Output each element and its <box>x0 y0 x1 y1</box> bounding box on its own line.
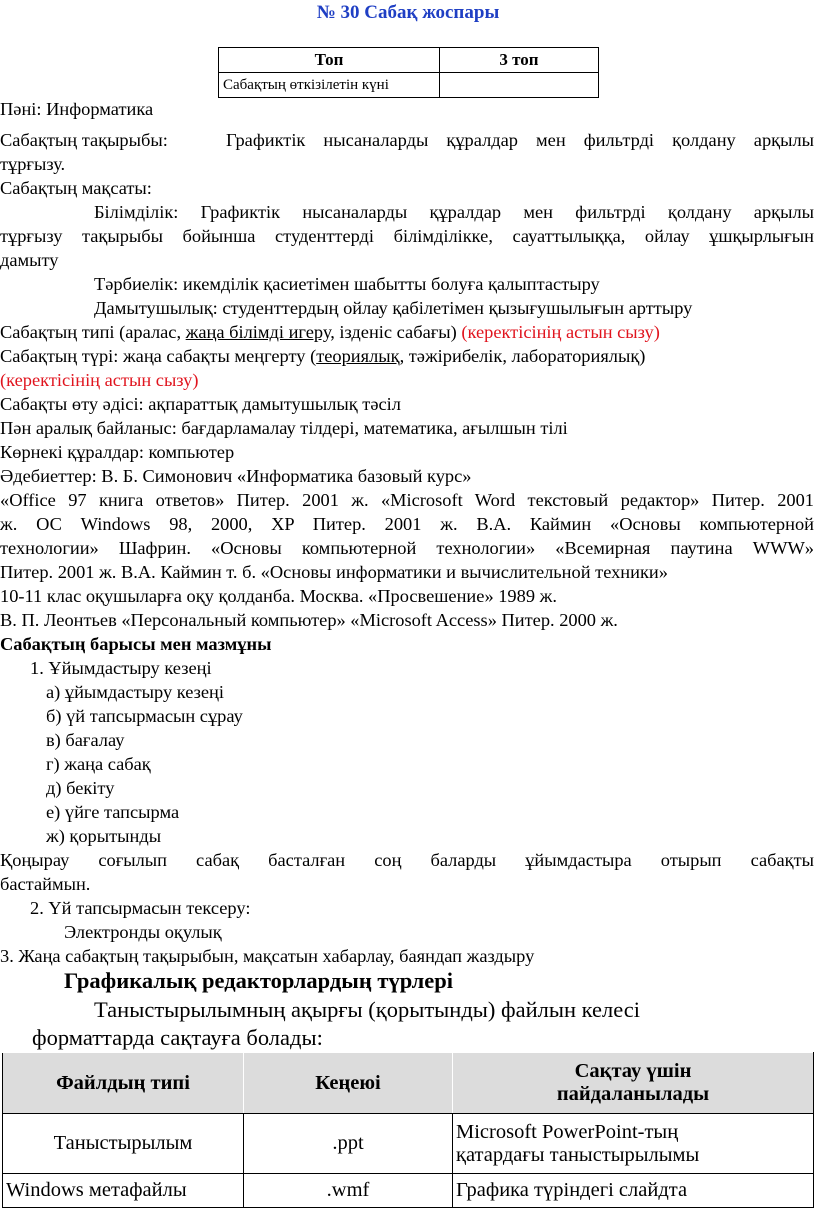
topic-line-2: тұрғызу. <box>0 154 66 174</box>
cell-extension: .ppt <box>244 1114 453 1174</box>
step-1-d: г) жаңа сабақ <box>46 754 151 774</box>
section-heading: Графикалық редакторлардың түрлері <box>64 968 454 993</box>
lesson-type-note: (керектісінің астын сызу) <box>461 322 660 342</box>
header-usage-line-2: пайдаланылады <box>556 1083 710 1105</box>
bell-text-2: бастаймын. <box>0 874 91 894</box>
topic-label: Сабақтың тақырыбы: <box>0 130 168 150</box>
course-heading: Сабақтың барысы мен мазмұны <box>0 634 272 654</box>
step-1-e: д) бекіту <box>46 778 115 798</box>
group-header-label: Топ <box>219 48 440 73</box>
table-row <box>3 1174 814 1208</box>
goal-education-1: Білімділік: Графиктік нысаналарды құралдар мен фильтрді қолдану арқылы <box>94 202 814 222</box>
paragraph-line-1: Таныстырылымның ақырғы (қорытынды) файлын келесі <box>94 997 640 1022</box>
lesson-kind-line <box>0 344 814 368</box>
subject-line: Пәні: Информатика <box>0 99 154 119</box>
lesson-type-line <box>0 320 814 344</box>
goal-upbringing: Тәрбиелік: икемділік қасиетімен шабытты болуға қалыптастыру <box>94 274 600 294</box>
topic-text: Графиктік нысаналарды құралдар мен фильтрді қолдану арқылы <box>226 130 814 150</box>
header-usage-line-1: Сақтау үшін <box>574 1060 692 1082</box>
step-1-f: е) үйге тапсырма <box>46 802 180 822</box>
cell-extension: .wmf <box>244 1174 453 1208</box>
cell-usage-line-2: қатардағы таныстырылымы <box>456 1143 700 1166</box>
goal-education-3: дамыту <box>0 250 59 270</box>
file-format-table <box>2 1052 814 1208</box>
goal-development: Дамытушылық: студенттердың ойлау қабілетімен қызығушылығын арттыру <box>94 298 693 318</box>
lesson-plan-title: № 30 Сабақ жоспары <box>316 2 500 23</box>
literature-line-4: технологии» Шафрин. «Основы компьютерной технологии» «Всемирная паутина WWW» <box>0 538 814 558</box>
step-2-survey: Электронды оқулық <box>64 922 222 942</box>
step-1-b: б) үй тапсырмасын сұрау <box>46 706 243 726</box>
cell-usage <box>453 1114 814 1174</box>
lesson-type-text: Сабақтың типі (аралас, <box>0 322 186 342</box>
lesson-date-label: Сабақтың өткізілетін күні <box>219 73 440 98</box>
goals-label: Сабақтың мақсаты: <box>0 178 152 198</box>
cell-usage: Графика түріндегі слайдта <box>453 1174 814 1208</box>
paragraph-line-2: форматтарда сақтауға болады: <box>32 1025 323 1050</box>
lesson-type-text-2: ізденіс сабағы) <box>334 322 462 342</box>
group-header-value: 3 топ <box>440 48 599 73</box>
lesson-type-underlined: жаңа білімді игеру, <box>185 322 335 342</box>
header-file-type: Файлдың типі <box>3 1053 244 1114</box>
visual-aids-line: Көрнекі құралдар: компьютер <box>0 442 235 462</box>
cell-file-type: Windows метафайлы <box>3 1174 244 1208</box>
lesson-kind-text-2: , тәжірибелік, лабораториялық) <box>399 346 646 366</box>
topic-line <box>0 128 814 152</box>
literature-line-2: «Office 97 книга ответов» Питер. 2001 ж. «Microsoft Word текстовый редактор» Питер. 2001 <box>0 490 814 510</box>
table-header-row <box>3 1053 814 1114</box>
literature-line-5: Питер. 2001 ж. В.А. Каймин т. б. «Основы информатики и вычислительной техники» <box>0 562 668 582</box>
lesson-kind-note: (керектісінің астын сызу) <box>0 370 199 390</box>
literature-line-3: ж. ОС Windows 98, 2000, XP Питер. 2001 ж. В.А. Каймин «Основы компьютерной <box>0 514 814 534</box>
table-row <box>3 1114 814 1174</box>
step-3: 3. Жаңа сабақтың тақырыбын, мақсатын хабарлау, баяндап жаздыру <box>0 946 535 966</box>
step-1-g: ж) қорытынды <box>46 826 162 846</box>
cell-file-type: Таныстырылым <box>3 1114 244 1174</box>
cell-usage-line-1: Microsoft PowerPoint-тың <box>456 1120 679 1143</box>
bell-text-1: Қоңырау соғылып сабақ басталған соң баларды ұйымдастыра отырып сабақты <box>0 850 814 870</box>
literature-line-1: Әдебиеттер: В. Б. Симонович «Информатика базовый курс» <box>0 466 472 486</box>
interdisciplinary-line: Пән аралық байланыс: бағдарламалау тілдері, математика, ағылшын тілі <box>0 418 568 438</box>
literature-line-6: 10-11 клас оқушыларға оқу қолданба. Москва. «Просвешение» 1989 ж. <box>0 586 557 606</box>
group-table <box>218 47 599 98</box>
lesson-date-value <box>440 73 599 98</box>
header-usage <box>453 1053 814 1114</box>
step-2: 2. Үй тапсырмасын тексеру: <box>30 898 251 918</box>
method-line: Сабақты өту әдісі: ақпараттық дамытушылық тәсіл <box>0 394 401 414</box>
header-extension: Кеңеюі <box>244 1053 453 1114</box>
step-1: 1. Ұйымдастыру кезеңі <box>30 658 212 678</box>
goal-education-2: тұрғызу тақырыбы бойынша студенттерді білімділікке, сауаттылыққа, ойлау ұшқырлығын <box>0 226 814 246</box>
step-1-c: в) бағалау <box>46 730 125 750</box>
lesson-kind-text: Сабақтың түрі: жаңа сабақты меңгерту ( <box>0 346 317 366</box>
literature-line-7: В. П. Леонтьев «Персональный компьютер» «Microsoft Access» Питер. 2000 ж. <box>0 610 618 630</box>
lesson-kind-underlined: теориялық <box>316 346 400 366</box>
step-1-a: а) ұйымдастыру кезеңі <box>46 682 224 702</box>
